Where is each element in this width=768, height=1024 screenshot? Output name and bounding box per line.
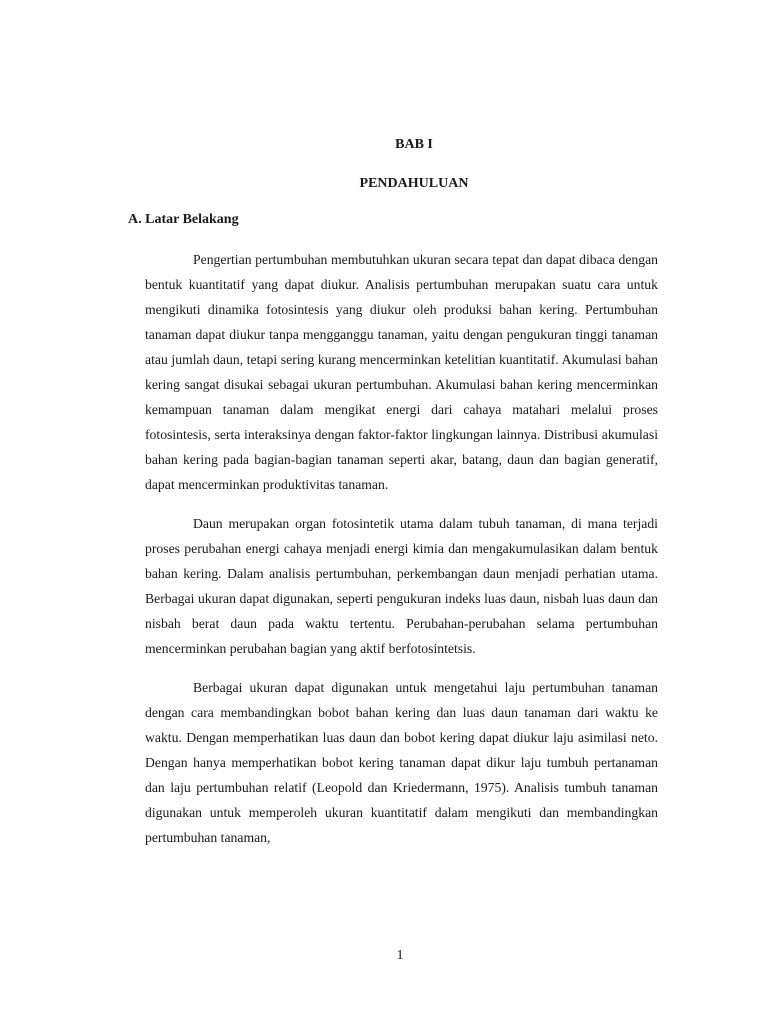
- paragraph-1: Pengertian pertumbuhan membutuhkan ukuran secara tepat dan dapat dibaca dengan bentuk kuantitatif yang dapat diukur. Analisis pertumbuhan merupakan suatu cara untuk mengikuti dinamika fotosintesis yang diukur oleh produksi bahan kering. Pertumbuhan tanaman dapat diukur tanpa mengganggu tanaman, yaitu dengan pengukuran tinggi tanaman atau jumlah daun, tetapi sering kurang mencerminkan ketelitian kuantitatif. Akumulasi bahan kering sangat disukai sebagai ukuran pertumbuhan. Akumulasi bahan kering mencerminkan kemampuan tanaman dalam mengikat energi dari cahaya matahari melalui proses fotosintesis, serta interaksinya dengan faktor-faktor lingkungan lainnya. Distribusi akumulasi bahan kering pada bagian-bagian tanaman seperti akar, batang, daun dan bagian generatif, dapat mencerminkan produktivitas tanaman.: [145, 252, 658, 492]
- paragraph-2: Daun merupakan organ fotosintetik utama dalam tubuh tanaman, di mana terjadi proses perubahan energi cahaya menjadi energi kimia dan mengakumulasikan dalam bentuk bahan kering. Dalam analisis pertumbuhan, perkembangan daun menjadi perhatian utama. Berbagai ukuran dapat digunakan, seperti pengukuran indeks luas daun, nisbah luas daun dan nisbah berat daun pada waktu tertentu. Perubahan-perubahan selama pertumbuhan mencerminkan perubahan bagian yang aktif berfotosintetsis.: [145, 516, 658, 656]
- body-text: [145, 247, 658, 864]
- chapter-label: BAB I: [395, 137, 433, 152]
- section-title: A. Latar Belakang: [128, 212, 239, 227]
- chapter-title: PENDAHULUAN: [359, 176, 469, 191]
- page-number: 1: [396, 948, 404, 963]
- paragraph-3: Berbagai ukuran dapat digunakan untuk mengetahui laju pertumbuhan tanaman dengan cara membandingkan bobot bahan kering dan luas daun tanaman dari waktu ke waktu. Dengan memperhatikan luas daun dan bobot kering dapat diukur laju asimilasi neto. Dengan hanya memperhatikan bobot kering tanaman dapat dikur laju tumbuh pertanaman dan laju pertumbuhan relatif (Leopold dan Kriedermann, 1975). Analisis tumbuh tanaman digunakan untuk memperoleh ukuran kuantitatif dalam mengikuti dan membandingkan pertumbuhan tanaman,: [145, 680, 658, 845]
